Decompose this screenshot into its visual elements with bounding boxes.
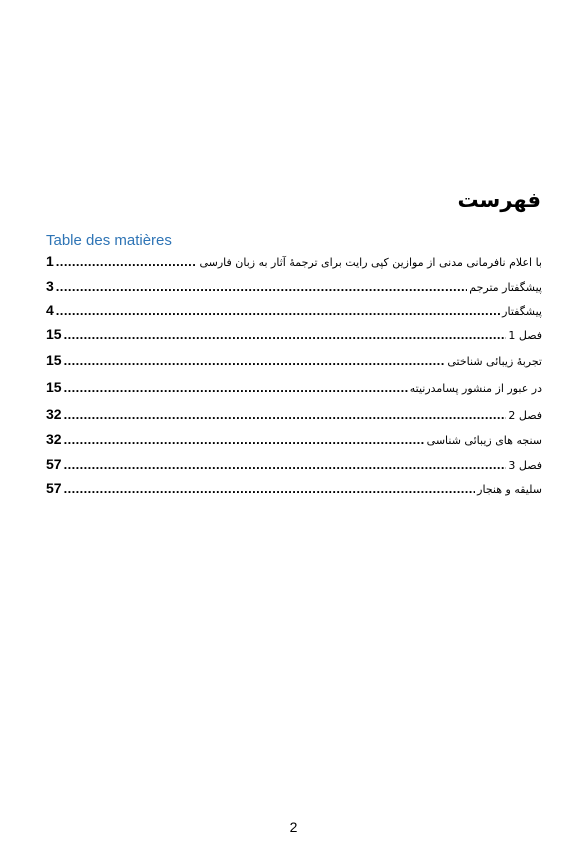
toc-page-number: 57 — [46, 480, 62, 496]
toc-heading: Table des matières — [46, 232, 172, 249]
toc-page-number: 3 — [46, 278, 54, 294]
toc-leader-dots — [64, 481, 476, 496]
toc-entry-title: فصل 3 — [508, 459, 542, 472]
toc-entry-title: در عبور از منشور پسامدرنیته — [409, 382, 542, 395]
page-number: 2 — [289, 819, 298, 835]
toc-page-number: 15 — [46, 352, 62, 368]
toc-entry[interactable] — [46, 431, 542, 456]
toc-page-number: 15 — [46, 326, 62, 342]
toc-entry[interactable] — [46, 480, 542, 504]
toc-leader-dots — [56, 279, 467, 294]
toc-entry-title: فصل 1 — [508, 329, 542, 342]
toc-leader-dots — [56, 303, 500, 318]
toc-page-number: 32 — [46, 406, 62, 422]
toc-page-number: 32 — [46, 431, 62, 447]
toc-leader-dots — [64, 353, 446, 368]
toc-entry[interactable] — [46, 302, 542, 326]
toc-leader-dots — [64, 407, 507, 422]
toc-entry-title: فصل 2 — [508, 409, 542, 422]
toc-leader-dots — [56, 254, 198, 269]
toc-entry[interactable] — [46, 278, 542, 302]
toc-page-number: 4 — [46, 302, 54, 318]
toc-page-number: 15 — [46, 379, 62, 395]
toc-entry-title: تجربهٔ زیبائی شناختی — [447, 355, 542, 368]
toc-entry-title: پیشگفتار — [502, 305, 542, 318]
toc-entry[interactable] — [46, 326, 542, 352]
toc-entry-title: پیشگفتار مترجم — [469, 281, 542, 294]
toc-page-number: 1 — [46, 253, 54, 269]
toc-entry[interactable] — [46, 352, 542, 379]
toc-leader-dots — [64, 327, 507, 342]
toc-leader-dots — [64, 457, 507, 472]
toc-leader-dots — [64, 432, 425, 447]
toc-entry-title: سلیقه و هنجار — [477, 483, 542, 496]
toc-entry[interactable] — [46, 379, 542, 406]
page-title: فهرست — [457, 188, 541, 212]
toc-entry-title: با اعلام نافرمانی مدنی از موازین کپی رایت برای ترجمهٔ آثار به زبان فارسی — [199, 256, 542, 269]
toc-page-number: 57 — [46, 456, 62, 472]
toc-entry[interactable] — [46, 406, 542, 431]
toc-entry-title: سنجه های زیبائی شناسی — [426, 434, 542, 447]
toc-entry[interactable] — [46, 253, 542, 278]
toc-entry[interactable] — [46, 456, 542, 480]
table-of-contents — [46, 253, 542, 504]
toc-leader-dots — [64, 380, 408, 395]
